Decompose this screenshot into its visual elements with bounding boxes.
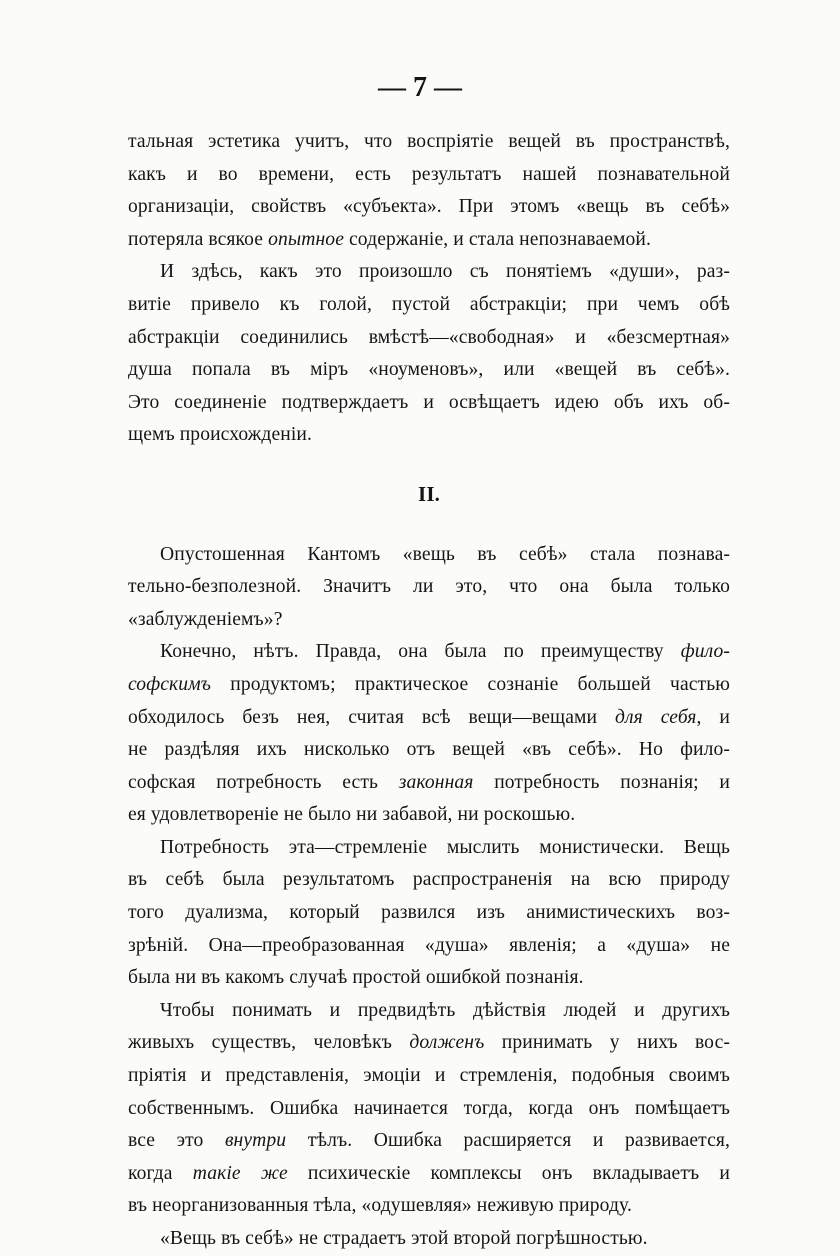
- text-run: психическіе комплексы онъ вкладываетъ и: [287, 1162, 730, 1184]
- text-line: [128, 539, 730, 572]
- text-run: тельно-безполезной. Значитъ ли это, что она была только: [128, 576, 730, 598]
- page-number: — 7 —: [378, 72, 462, 103]
- text-run: собственнымъ. Ошибка начинается тогда, когда онъ помѣщаетъ: [128, 1097, 730, 1119]
- text-line: [128, 604, 730, 637]
- text-run: «заблужденіемъ»?: [128, 608, 283, 630]
- text-run: Чтобы понимать и предвидѣть дѣйствія людей и другихъ: [160, 999, 730, 1021]
- text-run: принимать у нихъ вос-: [484, 1032, 730, 1054]
- paragraph: [128, 636, 730, 832]
- text-line: [128, 419, 730, 452]
- text-line: [128, 289, 730, 322]
- paragraph: [128, 1223, 730, 1256]
- spacer: [128, 452, 730, 478]
- text-line: [128, 387, 730, 420]
- text-run: потеряла всякое: [128, 228, 269, 250]
- text-line: [128, 256, 730, 289]
- italic-text: долженъ: [409, 1032, 485, 1054]
- text-line: [128, 571, 730, 604]
- text-line: [128, 1027, 730, 1060]
- text-line: [128, 962, 730, 995]
- text-run: обходилось безъ нея, считая всѣ вещи—вещами: [128, 706, 615, 728]
- italic-text: софскимъ: [128, 673, 212, 695]
- text-run: Потребность эта—стремленіе мыслить монистически. Вещь: [160, 836, 730, 858]
- text-run: абстракціи соединились вмѣстѣ—«свободная» и «безсмертная»: [128, 326, 730, 348]
- text-run: когда: [128, 1162, 193, 1184]
- text-line: [128, 864, 730, 897]
- text-run: продуктомъ; практическое сознаніе большей частью: [211, 673, 730, 695]
- italic-text: фило-: [680, 641, 730, 663]
- text-line: [128, 995, 730, 1028]
- section-heading: II.: [418, 481, 440, 506]
- text-run: ея удовлетвореніе не было ни забавой, ни роскошью.: [128, 804, 576, 826]
- text-run: того дуализма, который развился изъ анимистическихъ воз-: [128, 902, 730, 924]
- text-run: тѣлъ. Ошибка расширяется и развивается,: [286, 1130, 730, 1152]
- text-run: , и: [696, 706, 730, 728]
- text-line: [128, 669, 730, 702]
- text-line: [128, 159, 730, 192]
- paragraph: [128, 256, 730, 452]
- text-line: [128, 354, 730, 387]
- text-run: софская потребность есть: [128, 771, 399, 793]
- italic-text: опытное: [268, 228, 345, 250]
- text-line: [128, 1093, 730, 1126]
- text-line: [128, 734, 730, 767]
- text-run: Конечно, нѣтъ. Правда, она была по преимуществу: [160, 641, 681, 663]
- paragraph: [128, 539, 730, 637]
- body-text: [128, 126, 730, 1256]
- text-run: щемъ происхожденіи.: [128, 424, 312, 446]
- text-line: [128, 1223, 730, 1256]
- text-run: въ себѣ была результатомъ распространенія на всю природу: [128, 869, 730, 891]
- italic-text: законная: [398, 771, 474, 793]
- text-run: душа попала въ міръ «ноуменовъ», или «вещей въ себѣ».: [128, 359, 730, 381]
- text-run: витіе привело къ голой, пустой абстракціи; при чемъ обѣ: [128, 293, 730, 315]
- text-line: [128, 126, 730, 159]
- text-run: И здѣсь, какъ это произошло съ понятіемъ «души», раз-: [160, 261, 730, 283]
- text-run: Опустошенная Кантомъ «вещь въ себѣ» стала познава-: [160, 543, 730, 565]
- italic-text: для себя: [615, 706, 697, 728]
- paragraph: [128, 126, 730, 256]
- text-line: [128, 191, 730, 224]
- text-line: [128, 930, 730, 963]
- text-line: [128, 1060, 730, 1093]
- text-run: была ни въ какомъ случаѣ простой ошибкой познанія.: [128, 967, 584, 989]
- text-run: не раздѣляя ихъ нисколько отъ вещей «въ себѣ». Но фило-: [128, 739, 730, 761]
- text-run: тальная эстетика учитъ, что воспріятіе вещей въ пространствѣ,: [128, 131, 730, 152]
- text-run: зрѣній. Она—преобразованная «душа» явленія; а «душа» не: [128, 934, 730, 956]
- italic-text: такіе же: [192, 1162, 288, 1184]
- text-line: [128, 1125, 730, 1158]
- text-line: [128, 799, 730, 832]
- text-line: [128, 224, 730, 257]
- text-run: содержаніе, и стала непознаваемой.: [344, 228, 651, 250]
- italic-text: внутри: [224, 1130, 287, 1152]
- text-run: Это соединеніе подтверждаетъ и освѣщаетъ идею объ ихъ об-: [128, 391, 730, 413]
- text-line: [128, 897, 730, 930]
- text-run: какъ и во времени, есть результатъ нашей познавательной: [128, 163, 730, 185]
- paragraph: [128, 832, 730, 995]
- text-line: [128, 636, 730, 669]
- text-line: [128, 767, 730, 800]
- text-line: [128, 1158, 730, 1191]
- text-line: [128, 1190, 730, 1223]
- text-run: организаціи, свойствъ «субъекта». При этомъ «вещь въ себѣ»: [128, 196, 730, 218]
- text-run: «Вещь въ себѣ» не страдаетъ этой второй погрѣшностью.: [160, 1228, 648, 1249]
- text-run: живыхъ существъ, человѣкъ: [128, 1032, 410, 1054]
- text-line: [128, 702, 730, 735]
- text-run: въ неорганизованныя тѣла, «одушевляя» неживую природу.: [128, 1195, 632, 1217]
- text-run: все это: [128, 1130, 225, 1152]
- text-line: [128, 832, 730, 865]
- text-run: пріятія и представленія, эмоціи и стремленія, подобныя своимъ: [128, 1065, 730, 1087]
- text-run: потребность познанія; и: [473, 771, 730, 793]
- text-line: [128, 322, 730, 355]
- paragraph: [128, 995, 730, 1223]
